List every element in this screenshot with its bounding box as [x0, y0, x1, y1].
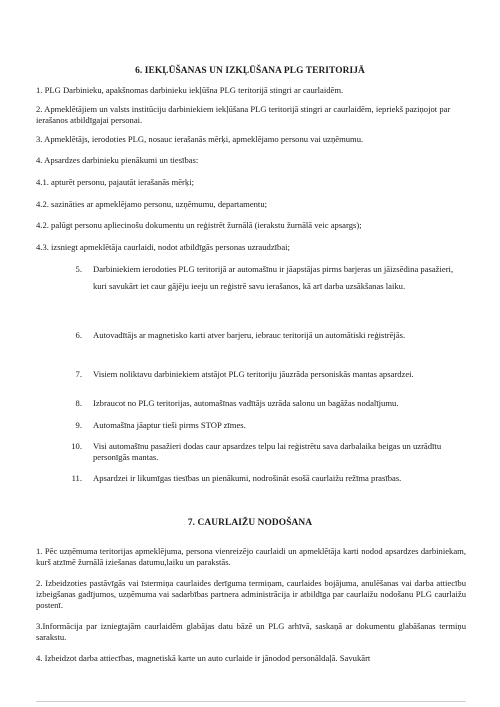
list-text-10: Visi automašīnu pasažieri dodas caur apsardzes telpu lai reģistrētu sava darbalaika beigas un uzrādītu personīgās mantas.	[93, 441, 442, 462]
list-text-7: Visiem noliktavu darbiniekiem atstājot PLG teritoriju jāuzrāda personiskās mantas apsardzei.	[93, 369, 414, 379]
section-6-item-2: 2. Apmeklētājiem un valsts institūciju darbiniekiem iekļūšana PLG teritorijā stingri ar caurlaidēm, iepriekš paziņojot par ierašanos atbildīgajai personai.	[36, 104, 451, 125]
section-7-heading: 7. CAURLAIŽU NODOŠANA	[187, 518, 313, 528]
section-6-item-4-3: 4.3. izsniegt apmeklētāja caurlaidi, nodot atbildīgās personas uzraudzībai;	[36, 242, 290, 252]
list-number-10: 10.	[71, 441, 82, 451]
list-number-7: 7.	[75, 369, 82, 379]
list-number-11: 11.	[71, 473, 82, 483]
list-number-9: 9.	[75, 420, 82, 430]
section-6-item-4-1: 4.1. apturēt personu, pajautāt ierašanās mērķi;	[36, 177, 194, 187]
section-6-heading: 6. IEKĻŪŠANAS UN IZKĻŪŠANA PLG TERITORIJĀ	[135, 66, 365, 76]
list-number-5: 5.	[75, 264, 82, 274]
list-text-8: Izbraucot no PLG teritorijas, automašīnas vadītājs uzrāda salonu un bagāžas nodalījumu.	[93, 398, 399, 408]
list-text-9: Automašīna jāaptur tieši pirms STOP zīmes.	[93, 420, 246, 430]
list-number-6: 6.	[75, 330, 82, 340]
list-text-6: Autovadītājs ar magnetisko karti atver barjeru, iebrauc teritorijā un automātiski reģistrējās.	[93, 330, 406, 340]
list-text-11: Apsardzei ir likumīgas tiesības un pienākumi, nodrošināt esošā caurlaižu režīma prasības.	[93, 473, 402, 483]
page-bottom-edge	[36, 701, 466, 702]
section-6-item-3: 3. Apmeklētājs, ierodoties PLG, nosauc ierašanās mērķi, apmeklējamo personu vai uzņēmumu.	[36, 134, 364, 144]
section-6-item-4-2b: 4.2. palūgt personu apliecinošu dokumentu un reģistrēt žurnālā (ierakstu žurnālā veic apsargs);	[36, 220, 362, 230]
section-6-item-1: 1. PLG Darbinieku, apakšnomas darbinieku iekļūšna PLG teritorijā stingri ar caurlaidēm.	[36, 85, 344, 95]
section-6-item-4-2a: 4.2. sazināties ar apmeklējamo personu, uzņēmumu, departamentu;	[36, 199, 267, 209]
list-number-8: 8.	[75, 398, 82, 408]
section-7-item-2: 2. Izbeidzoties pastāvīgās vai īstermiņa caurlaides derīguma termiņam, caurlaides bojājuma, anulēšanas vai darba attiecību izbeigšanas gadījumos, uzņēmuma vai sadarbības partnera administrācija ir atbildīga par caurlaižu nodošanu PLG caurlaižu postenī.	[36, 578, 466, 610]
section-7-item-3: 3.Informācija par izniegtajām caurlaidēm glabājas datu bāzē un PLG arhīvā, saskaņā ar dokumentu glabāšanas termiņu sarakstu.	[36, 621, 466, 642]
section-7-item-1: 1. Pēc uzņēmuma teritorijas apmeklējuma, persona vienreizējo caurlaidi un apmeklētāja karti nodod apsardzes darbiniekam, kurš atzīmē žurnālā iziešanas datumu,laiku un parakstās.	[36, 546, 466, 567]
list-text-5: Darbiniekiem ierodoties PLG teritorijā ar automašīnu ir jāapstājas pirms barjeras un jāizsēdina pasažieri, kuri savukārt iet caur gājēju ieeju un reģistrē savu ierašanos, kā arī darba uzsākšanas laiku.	[93, 264, 454, 291]
section-6-item-4: 4. Apsardzes darbinieku pienākumi un tiesības:	[36, 155, 199, 165]
section-7-item-4: 4. Izbeidzot darba attiecības, magnetiskā karte un auto curlaide ir jānodod personāldaļā. Savukārt	[36, 653, 371, 663]
